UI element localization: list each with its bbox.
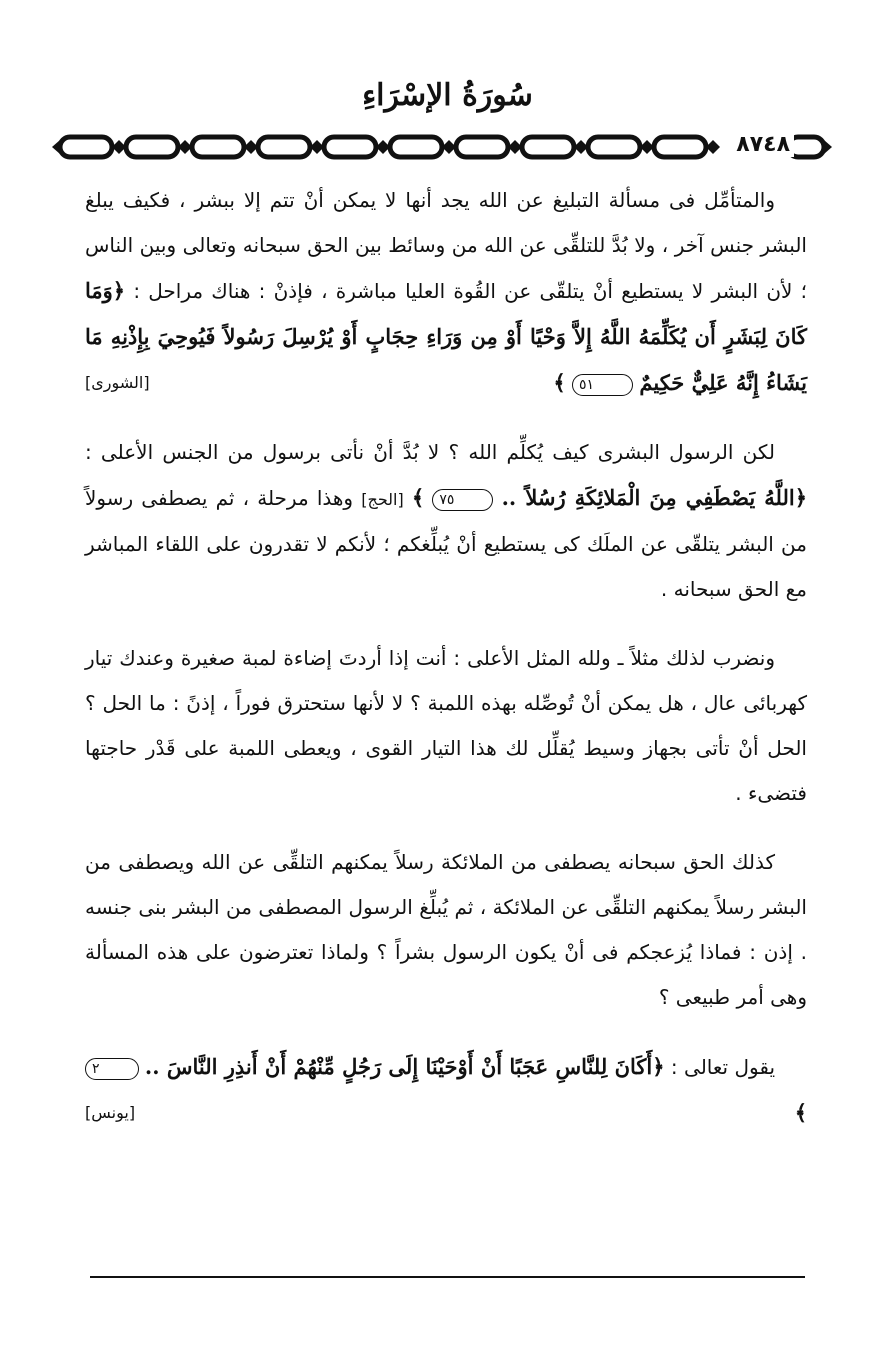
decorative-border bbox=[52, 130, 832, 164]
paragraph-2: لكن الرسول البشرى كيف يُكلِّم الله ؟ لا بُدَّ أنْ نأتى برسول من الجنس الأعلى : ﴿اللَّهُ يَصْطَفِي مِنَ الْمَلائِكَةِ رُسُلاً .. ٧٥ ﴾ [الحج] وهذا مرحلة ، ثم يصطفى رسولاً من البشر يتلقّى عن الملَك كى يستطيع أنْ يُبلِّغكم ؛ لأنكم لا تقدرون على اللقاء المباشر مع الحق سبحانه . bbox=[85, 440, 808, 601]
chain-ornament-icon bbox=[52, 130, 832, 164]
quran-verse: ﴿أَكَانَ لِلنَّاسِ عَجَبًا أَنْ أَوْحَيْنَا إِلَى رَجُلٍ مِّنْهُمْ أَنْ أَنذِرِ النَّاسَ .. bbox=[144, 1054, 665, 1079]
ayah-number: ٥١ bbox=[572, 374, 633, 396]
paragraph-1: والمتأمِّل فى مسألة التبليغ عن الله يجد أنها لا يمكن أنْ تتم إلا ببشر ، فكيف يبلغ البشر جنس آخر ، ولا بُدَّ للتلقِّى عن الله من وسائط بين الحق سبحانه وتعالى وبين الناس ؛ لأن البشر لا يستطيع أنْ يتلقّى عن القُوة العليا مباشرة ، فإذنْ : هناك مراحل : ﴿وَمَا كَانَ لِبَشَرٍ أَن يُكَلِّمَهُ اللَّهُ إِلاَّ وَحْيًا أَوْ مِن وَرَاءِ حِجَابٍ أَوْ يُرْسِلَ رَسُولاً فَيُوحِيَ بِإِذْنِهِ مَا يَشَاءُ إِنَّهُ عَلِيٌّ حَكِيمٌ ٥١ ﴾ [الشورى] bbox=[85, 178, 807, 406]
paragraph-3: ونضرب لذلك مثلاً ـ ولله المثل الأعلى : أنت إذا أردتَ إضاءة لمبة صغيرة وعندك تيار كهربائى عال ، هل يمكن أنْ تُوصِّله بهذه اللمبة ؟ لا لأنها ستحترق فوراً ، إذنً : ما الحل ؟ الحل أنْ تأتى بجهاز وسيط يُقلِّل لك هذا التيار القوى ، ويعطى اللمبة على قَدْر حاجتها فتضىء . bbox=[85, 646, 807, 805]
paragraph-5: يقول تعالى : ﴿أَكَانَ لِلنَّاسِ عَجَبًا أَنْ أَوْحَيْنَا إِلَى رَجُلٍ مِّنْهُمْ أَنْ أَنذِرِ النَّاسَ .. ٢ ﴾ [يونس] bbox=[85, 1044, 807, 1136]
surah-reference: [يونس] bbox=[85, 1103, 136, 1122]
surah-reference: [الحج] bbox=[361, 490, 404, 509]
quran-verse: ﴿اللَّهُ يَصْطَفِي مِنَ الْمَلائِكَةِ رُسُلاً .. bbox=[501, 485, 808, 510]
body-text bbox=[85, 178, 807, 1160]
surah-reference: [الشورى] bbox=[85, 373, 150, 392]
paragraph-4: كذلك الحق سبحانه يصطفى من الملائكة رسلاً يمكنهم التلقِّى عن الله ويصطفى من البشر رسلاً يمكنهم التلقِّى عن الملائكة ، ثم يُبلِّغ الرسول المصطفى من البشر بنى جنسه . إذن : فماذا يُزعجكم فى أنْ يكون الرسول بشراً ؟ ولماذا تعترضون على هذه المسألة وهى أمر طبيعى ؟ bbox=[85, 850, 807, 1009]
quran-verse: ﴿وَمَا كَانَ لِبَشَرٍ أَن يُكَلِّمَهُ اللَّهُ إِلاَّ وَحْيًا أَوْ مِن وَرَاءِ حِجَابٍ أَوْ يُرْسِلَ رَسُولاً فَيُوحِيَ بِإِذْنِهِ مَا يَشَاءُ إِنَّهُ عَلِيٌّ حَكِيمٌ bbox=[85, 278, 807, 395]
ayah-number: ٢ bbox=[85, 1058, 139, 1080]
footer-divider bbox=[90, 1276, 805, 1278]
ayah-number: ٧٥ bbox=[432, 489, 493, 511]
surah-title: سُورَةُ الإسْرَاءِ bbox=[362, 78, 533, 113]
page-number: ٨٧٤٨ bbox=[732, 132, 794, 157]
